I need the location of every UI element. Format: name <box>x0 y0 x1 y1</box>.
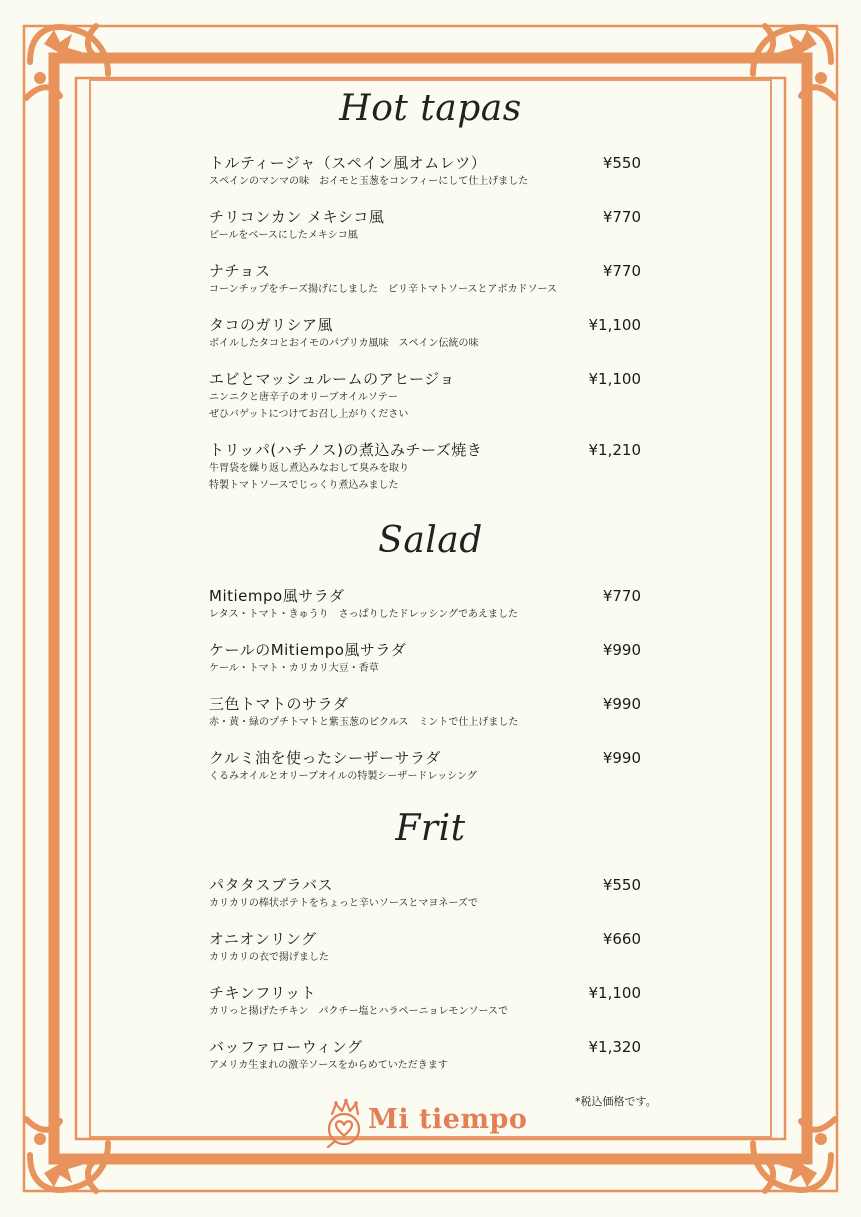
menu-item-nachos <box>209 261 641 298</box>
item-name: パタタスブラバス <box>209 876 334 894</box>
item-price: ¥660 <box>602 930 641 948</box>
menu-item-caesar-salad <box>209 748 641 785</box>
item-name: ナチョス <box>209 262 271 280</box>
item-desc: レタス・トマト・きゅうり さっぱりしたドレッシングであえました <box>209 609 519 620</box>
menu-item-pulpo-gallega <box>209 315 641 352</box>
item-name: トルティージャ（スペイン風オムレツ） <box>209 154 487 172</box>
item-desc: ぜひバゲットにつけてお召し上がりください <box>209 409 409 420</box>
crowned-heart-logo-icon <box>322 1098 366 1148</box>
menu-item-mitiempo-salad <box>209 586 641 623</box>
section-title-salad: Salad <box>378 520 483 561</box>
item-price: ¥550 <box>602 876 641 894</box>
tax-note: *税込価格です。 <box>575 1095 657 1108</box>
menu-item-patatas-bravas <box>209 875 641 912</box>
item-desc: カリっと揚げたチキン パクチー塩とハラペーニョレモンソースで <box>209 1006 508 1017</box>
menu-item-tomato-salad <box>209 694 641 731</box>
item-desc: ニンニクと唐辛子のオリーブオイルソテー <box>209 392 398 403</box>
item-desc: ボイルしたタコとおイモのパプリカ風味 スペイン伝統の味 <box>209 338 479 349</box>
menu-item-trippa <box>209 440 641 494</box>
item-desc: ケール・トマト・カリカリ大豆・香草 <box>209 663 379 674</box>
item-desc: カリカリの衣で揚げました <box>209 952 329 963</box>
item-price: ¥990 <box>602 749 641 767</box>
menu-item-chicken-frit <box>209 983 641 1020</box>
item-name: ケールのMitiempo風サラダ <box>209 641 407 659</box>
item-price: ¥990 <box>602 641 641 659</box>
item-desc: アメリカ生まれの激辛ソースをからめていただきます <box>209 1060 448 1071</box>
item-name: バッファローウィング <box>209 1038 363 1056</box>
menu-item-buffalo-wings <box>209 1037 641 1074</box>
section-title-frit: Frit <box>395 808 466 849</box>
menu-item-kale-salad <box>209 640 641 677</box>
logo-text: Mi tiempo <box>368 1104 528 1135</box>
item-desc: スペインのマンマの味 おイモと玉葱をコンフィーにして仕上げました <box>209 176 529 187</box>
item-desc: カリカリの棒状ポテトをちょっと辛いソースとマヨネーズで <box>209 898 478 909</box>
section-title-hot-tapas: Hot tapas <box>339 88 522 129</box>
item-price: ¥1,100 <box>588 984 641 1002</box>
item-name: チキンフリット <box>209 984 317 1002</box>
item-desc: ビールをベースにしたメキシコ風 <box>209 230 358 241</box>
item-price: ¥1,100 <box>588 370 641 388</box>
menu-item-chili-con-carne <box>209 207 641 244</box>
item-name: チリコンカン メキシコ風 <box>209 208 385 226</box>
item-desc: 赤・黄・緑のプチトマトと紫玉葱のピクルス ミントで仕上げました <box>209 717 519 728</box>
item-price: ¥770 <box>602 208 641 226</box>
menu-item-tortilla <box>209 153 641 190</box>
item-price: ¥770 <box>602 587 641 605</box>
item-name: オニオンリング <box>209 930 317 948</box>
item-desc: 特製トマトソースでじっくり煮込みました <box>209 480 399 491</box>
menu-item-onion-rings <box>209 929 641 966</box>
item-desc: 牛胃袋を繰り返し煮込みなおして臭みを取り <box>209 463 409 474</box>
item-price: ¥1,100 <box>588 316 641 334</box>
item-price: ¥1,210 <box>588 441 641 459</box>
item-price: ¥550 <box>602 154 641 172</box>
item-name: クルミ油を使ったシーザーサラダ <box>209 749 441 767</box>
item-price: ¥990 <box>602 695 641 713</box>
item-name: エビとマッシュルームのアヒージョ <box>209 370 455 388</box>
item-desc: くるみオイルとオリーブオイルの特製シーザードレッシング <box>209 771 477 782</box>
item-name: Mitiempo風サラダ <box>209 587 345 605</box>
restaurant-logo <box>322 1098 528 1148</box>
menu-item-ajillo <box>209 369 641 423</box>
item-price: ¥1,320 <box>588 1038 641 1056</box>
item-price: ¥770 <box>602 262 641 280</box>
item-name: トリッパ(ハチノス)の煮込みチーズ焼き <box>209 441 483 459</box>
item-name: 三色トマトのサラダ <box>209 695 349 713</box>
item-name: タコのガリシア風 <box>209 316 334 334</box>
item-desc: コーンチップをチーズ揚げにしました ピリ辛トマトソースとアボカドソース <box>209 284 557 295</box>
